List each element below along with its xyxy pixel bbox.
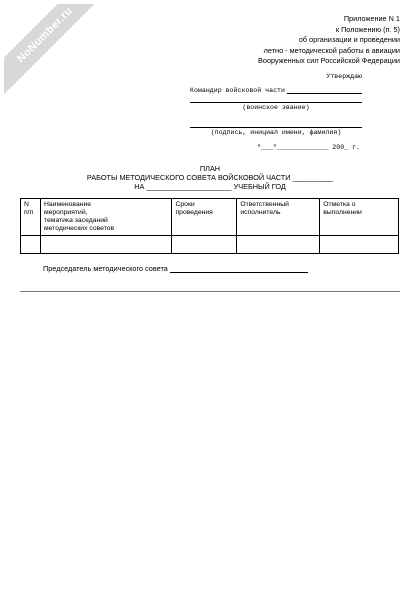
heading-year: НА _____________________ УЧЕБНЫЙ ГОД — [134, 182, 286, 192]
watermark-band — [4, 4, 114, 104]
table-row — [21, 236, 399, 254]
signature-caption: (подпись, инициал имени, фамилия) — [210, 129, 342, 136]
annex-line: Приложение N 1 — [343, 14, 400, 23]
approval-block — [190, 72, 362, 151]
watermark — [4, 4, 124, 124]
signature-line — [190, 119, 362, 128]
chairman-signature — [43, 264, 308, 273]
column-header-dates: Сроки проведения — [172, 199, 237, 236]
rank-line — [190, 94, 362, 103]
table-cell — [320, 236, 399, 254]
heading-title: ПЛАН — [199, 164, 221, 173]
commander-row — [190, 82, 362, 94]
bottom-divider — [20, 291, 400, 292]
rank-caption: (воинское звание) — [242, 104, 310, 111]
chairman-signature-line — [170, 264, 308, 273]
table-cell — [40, 236, 172, 254]
chairman-label: Председатель методического совета — [43, 264, 168, 273]
annex-line: летно - методической работы в авиации — [263, 45, 400, 55]
plan-heading — [60, 164, 360, 192]
approval-date: "___"_____________ 200_ г. — [257, 144, 360, 151]
column-header-responsible: Ответственный исполнитель — [237, 199, 320, 236]
table-cell — [172, 236, 237, 254]
watermark-text: NoNumber.ru — [14, 4, 76, 66]
table-cell — [21, 236, 41, 254]
annex-line: к Положению (п. 5) — [335, 24, 400, 34]
commander-label: Командир войсковой части — [190, 87, 285, 94]
annex-line: об организации и проведении — [298, 35, 400, 44]
approval-title: Утверждаю — [326, 73, 362, 80]
table-cell — [237, 236, 320, 254]
column-header-number: N п/п — [21, 199, 41, 236]
column-header-completion: Отметка о выполнении — [320, 199, 399, 236]
annex-reference — [258, 14, 400, 67]
plan-table — [20, 198, 399, 254]
heading-subtitle: РАБОТЫ МЕТОДИЧЕСКОГО СОВЕТА ВОЙСКОВОЙ ЧАСТИ __________ — [86, 173, 334, 183]
commander-unit-line — [287, 84, 362, 94]
column-header-events: Наименование мероприятий, тематика заседаний методических советов — [40, 199, 172, 236]
annex-line: Вооруженных сил Российской Федерации — [258, 56, 400, 65]
table-header-row — [21, 199, 399, 236]
